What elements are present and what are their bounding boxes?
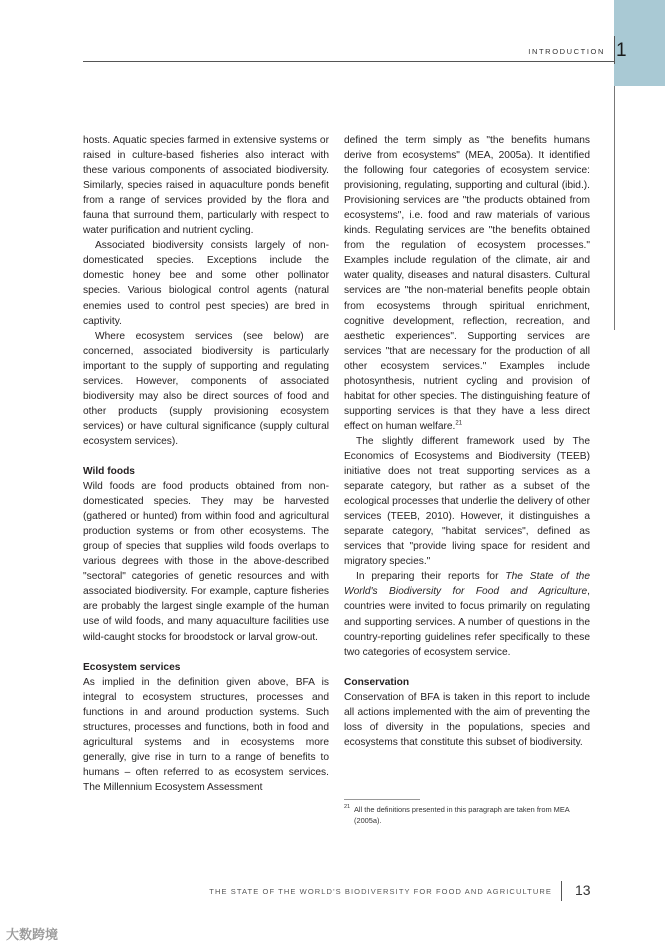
page-number: 13: [575, 882, 591, 898]
footer-divider: [561, 881, 562, 901]
left-column: [83, 133, 329, 795]
section-label: INTRODUCTION: [528, 47, 605, 56]
paragraph: Wild foods are food products obtained from non-domesticated species. They may be harvested (gathered or hunted) from within food and agricultural production systems or from other ecosystems. The group of species that supplies wild foods overlaps to various degrees with those in the above-described "sectoral" categories of genetic resources and with associated biodiversity. For example, capture fisheries are probably the largest single example of the human use of wild foods, and many aquaculture facilities use wild-caught stocks for broodstock or larval grow-out.: [83, 481, 329, 643]
paragraph-text: defined the term simply as "the benefits humans derive from ecosystems" (MEA, 2005a). It identified the following four categories of ecosystem service: provisioning, regulating, supporting and cultural (ibid.). Provisioning services are "the products obtained from ecosystems", i.e. food and raw materials of various kinds. Regulating services are "the benefits obtained from the regulation of ecosystem processes." Examples include regulation of the climate, air and water quality, diseases and natural disasters. Cultural services are "the non-material benefits people obtain from ecosystems through spiritual enrichment, cognitive development, reflection, recreation, and aesthetic experiences". Supporting services are services "that are necessary for the production of all other ecosystem services." Examples include photosynthesis, nutrient cycling and provision of habitat for other species. The distinguishing feature of supporting services is that they have a less direct effect on human welfare.: [344, 135, 590, 432]
side-rule: [614, 86, 615, 330]
footnote-ref: 21: [455, 420, 463, 427]
paragraph: The slightly different framework used by The Economics of Ecosystems and Biodiversity (TEEB) initiative does not treat supporting services as a separate category, but rather as a subset of the ecological processes that underlie the delivery of other services (TEEB, 2010). However, it distinguishes a separate category, "habitat services", defined as services that "provide living space for resident and migratory species.": [344, 435, 590, 568]
section-heading: Conservation: [344, 676, 410, 688]
footnote-rule: [344, 799, 420, 800]
section-heading: Wild foods: [83, 465, 135, 477]
paragraph: [344, 569, 590, 659]
paragraph-text: , countries were invited to focus primarily on regulating and supporting services. A number of questions in the country-reporting guidelines refer specifically to these two categories of ecosystem service.: [344, 586, 590, 658]
header-rule: [83, 61, 615, 62]
chapter-number: 1: [616, 40, 627, 61]
paragraph: Associated biodiversity consists largely of non-domesticated species. Exceptions include the domestic honey bee and some other pollinator species. Various biological control agents (natural enemies used to control pest species) are bred in captivity.: [83, 240, 329, 327]
footnote: [344, 804, 590, 826]
tab-divider: [614, 36, 615, 64]
report-title: The State of the World's Biodiversity for Food and Agriculture: [344, 571, 590, 598]
paragraph-text: In preparing their reports for: [356, 571, 506, 583]
paragraph: Conservation of BFA is taken in this report to include all actions implemented with the aim of preventing the loss of diversity in the populations, species and ecosystems that constitute this subset of biodiversity.: [344, 691, 590, 748]
footer-title: THE STATE OF THE WORLD'S BIODIVERSITY FOR FOOD AND AGRICULTURE: [209, 887, 552, 896]
section-heading: Ecosystem services: [83, 661, 181, 673]
paragraph: [344, 133, 590, 434]
paragraph: hosts. Aquatic species farmed in extensive systems or raised in culture-based fisheries also interact with these various components of associated biodiversity. Similarly, species raised in aquaculture ponds benefit from a range of services provided by the flora and fauna that surround them, particularly with respect to water purification and nutrient cycling.: [83, 135, 329, 237]
footnote-text: All the definitions presented in this paragraph are taken from MEA (2005a).: [354, 805, 570, 825]
watermark: 大数跨境: [6, 927, 59, 942]
right-column: [344, 133, 590, 750]
paragraph: Where ecosystem services (see below) are concerned, associated biodiversity is particularly important to the supply of supporting and regulating services. However, components of associated biodiversity may also be direct sources of food and other products (supply provisioning ecosystem services) or have cultural significance (supply cultural ecosystem services).: [83, 330, 329, 447]
footnote-mark: 21: [344, 804, 351, 810]
paragraph: As implied in the definition given above, BFA is integral to ecosystem structures, processes and functions in and around production systems. Such structures, processes and functions, both in food and agricultural systems and in ecosystems more generally, give rise in turn to a range of benefits to humans – often referred to as ecosystem services. The Millennium Ecosystem Assessment: [83, 676, 329, 793]
